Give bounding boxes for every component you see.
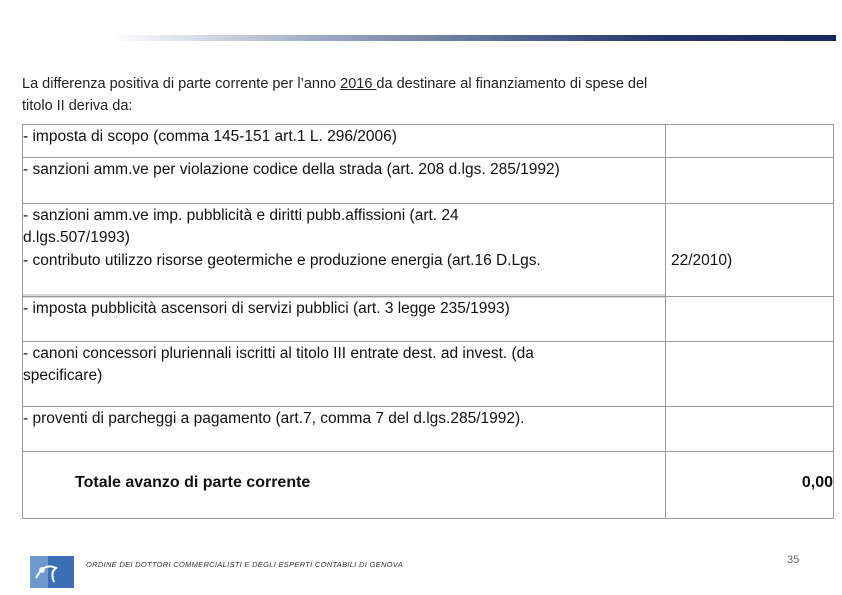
total-value: 0,00 — [801, 474, 833, 491]
row-label: - proventi di parcheggi a pagamento (art.7, comma 7 del d.lgs.285/1992). — [23, 410, 525, 427]
intro-year: 2016 — [340, 76, 377, 92]
intro-paragraph — [22, 73, 802, 117]
row-value: 22/2010) — [671, 250, 732, 272]
page-number: 35 — [787, 554, 800, 566]
header-gradient-bar — [110, 35, 836, 41]
table-row — [23, 342, 833, 407]
table-row — [23, 407, 833, 452]
row-label: - imposta pubblicità ascensori di servizi pubblici (art. 3 legge 235/1993) — [23, 300, 510, 317]
row-label: - contributo utilizzo risorse geotermiche e produzione energia (art.16 D.Lgs. — [23, 252, 541, 269]
total-row — [23, 452, 833, 518]
table-row — [23, 296, 833, 342]
footer-org-name: ORDINE DEI DOTTORI COMMERCIALISTI E DEGLI ESPERTI CONTABILI DI GENOVA — [86, 560, 404, 569]
revenue-table — [22, 124, 834, 519]
row-label-line1: - sanzioni amm.ve imp. pubblicità e diritti pubb.affissioni (art. 24 — [23, 207, 459, 224]
intro-line2: titolo II deriva da: — [22, 98, 133, 114]
intro-line1-start: La differenza positiva di parte corrente per l’anno — [22, 76, 341, 92]
total-label: Totale avanzo di parte corrente — [75, 474, 311, 491]
table-row — [23, 204, 833, 296]
row-label-line1: - canoni concessori pluriennali iscritti al titolo III entrate dest. ad invest. (da — [23, 345, 534, 362]
row-label: - sanzioni amm.ve per violazione codice della strada (art. 208 d.lgs. 285/1992) — [23, 161, 560, 178]
intro-line1-end: da destinare al finanziamento di spese del — [376, 76, 648, 92]
row-label-line2: specificare) — [23, 367, 103, 384]
table-row — [23, 158, 833, 204]
row-label-line2: d.lgs.507/1993) — [23, 229, 130, 246]
table-row — [23, 125, 833, 158]
row-label: - imposta di scopo (comma 145-151 art.1 L. 296/2006) — [23, 128, 397, 145]
org-logo — [30, 556, 74, 588]
